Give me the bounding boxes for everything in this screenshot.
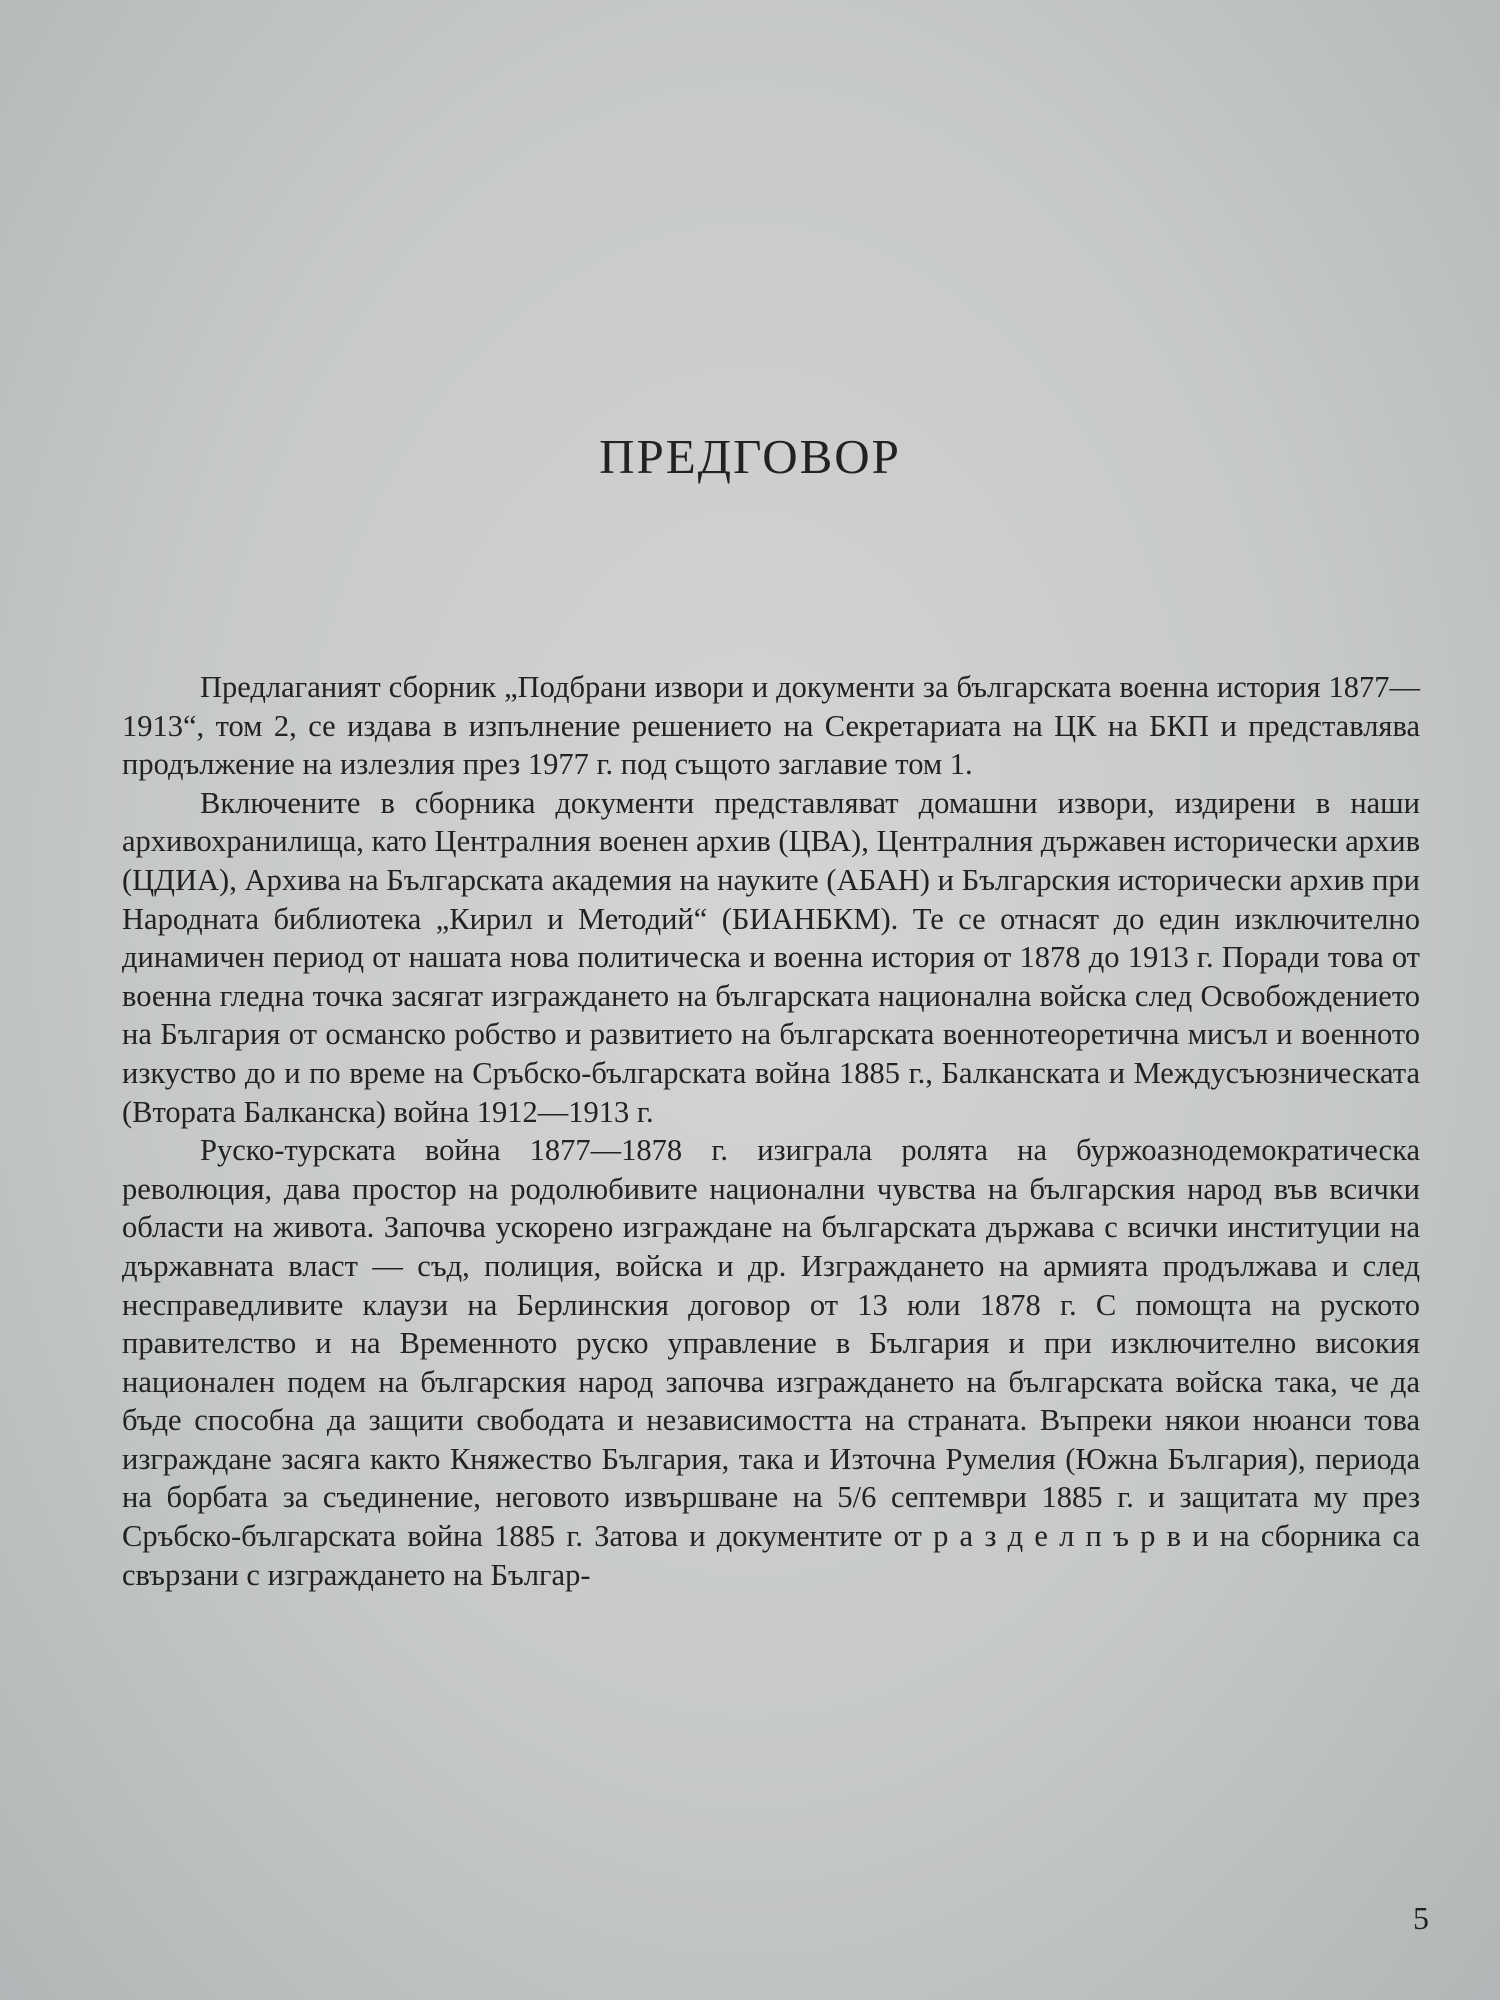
- paragraph: Предлаганият сборник „Подбрани извори и документи за българската военна история 1877—1913“, том 2, се издава в изпълнение решението на Секретариата на ЦК на БКП и представлява продължение на излезлия през 1977 г. под същото заглавие том 1.: [122, 670, 1420, 782]
- preface-body: [122, 668, 1420, 1594]
- paragraph: Руско-турската война 1877—1878 г. изиграла ролята на буржоазнодемократическа революция, дава простор на родолюбивите национални чувства на българския народ във всички области на живота. Започва ускорено изграждане на българската държава с всички институции на държавната власт — съд, полиция, войска и др. Изграждането на армията продължава и след несправедливите клаузи на Берлинския договор от 13 юли 1878 г. С помощта на руското правителство и на Временното руско управление в България и при изключително високия национален подем на българския народ започва изграждането на българската войска така, че да бъде способна да защити свободата и независимостта на страната. Въпреки някои нюанси това изграждане засяга както Княжество България, така и Източна Румелия (Южна България), периода на борбата за съединение, неговото извършване на 5/6 септември 1885 г. и защитата му през Сръбско-българската война 1885 г. Затова и документите от р а з д е л п ъ р в и на сборника са свързани с изграждането на Българ-: [122, 1133, 1420, 1592]
- page-number: 5: [1413, 1900, 1429, 1936]
- paragraph: Включените в сборника документи представляват домашни извори, издирени в наши архивохранилища, като Централния военен архив (ЦВА), Централния държавен исторически архив (ЦДИА), Архива на Българската академия на науките (АБАН) и Българския исторически архив при Народната библиотека „Кирил и Методий“ (БИАНБКМ). Те се отнасят до един изключително динамичен период от нашата нова политическа и военна история от 1878 до 1913 г. Поради това от военна гледна точка засягат изграждането на българската национална войска след Освобождението на България от османско робство и развитието на българската военнотеоретична мисъл и военното изкуство до и по време на Сръбско-българската война 1885 г., Балканската и Междусъюзническата (Втората Балканска) война 1912—1913 г.: [122, 785, 1420, 1129]
- page-title: ПРЕДГОВОР: [599, 429, 901, 484]
